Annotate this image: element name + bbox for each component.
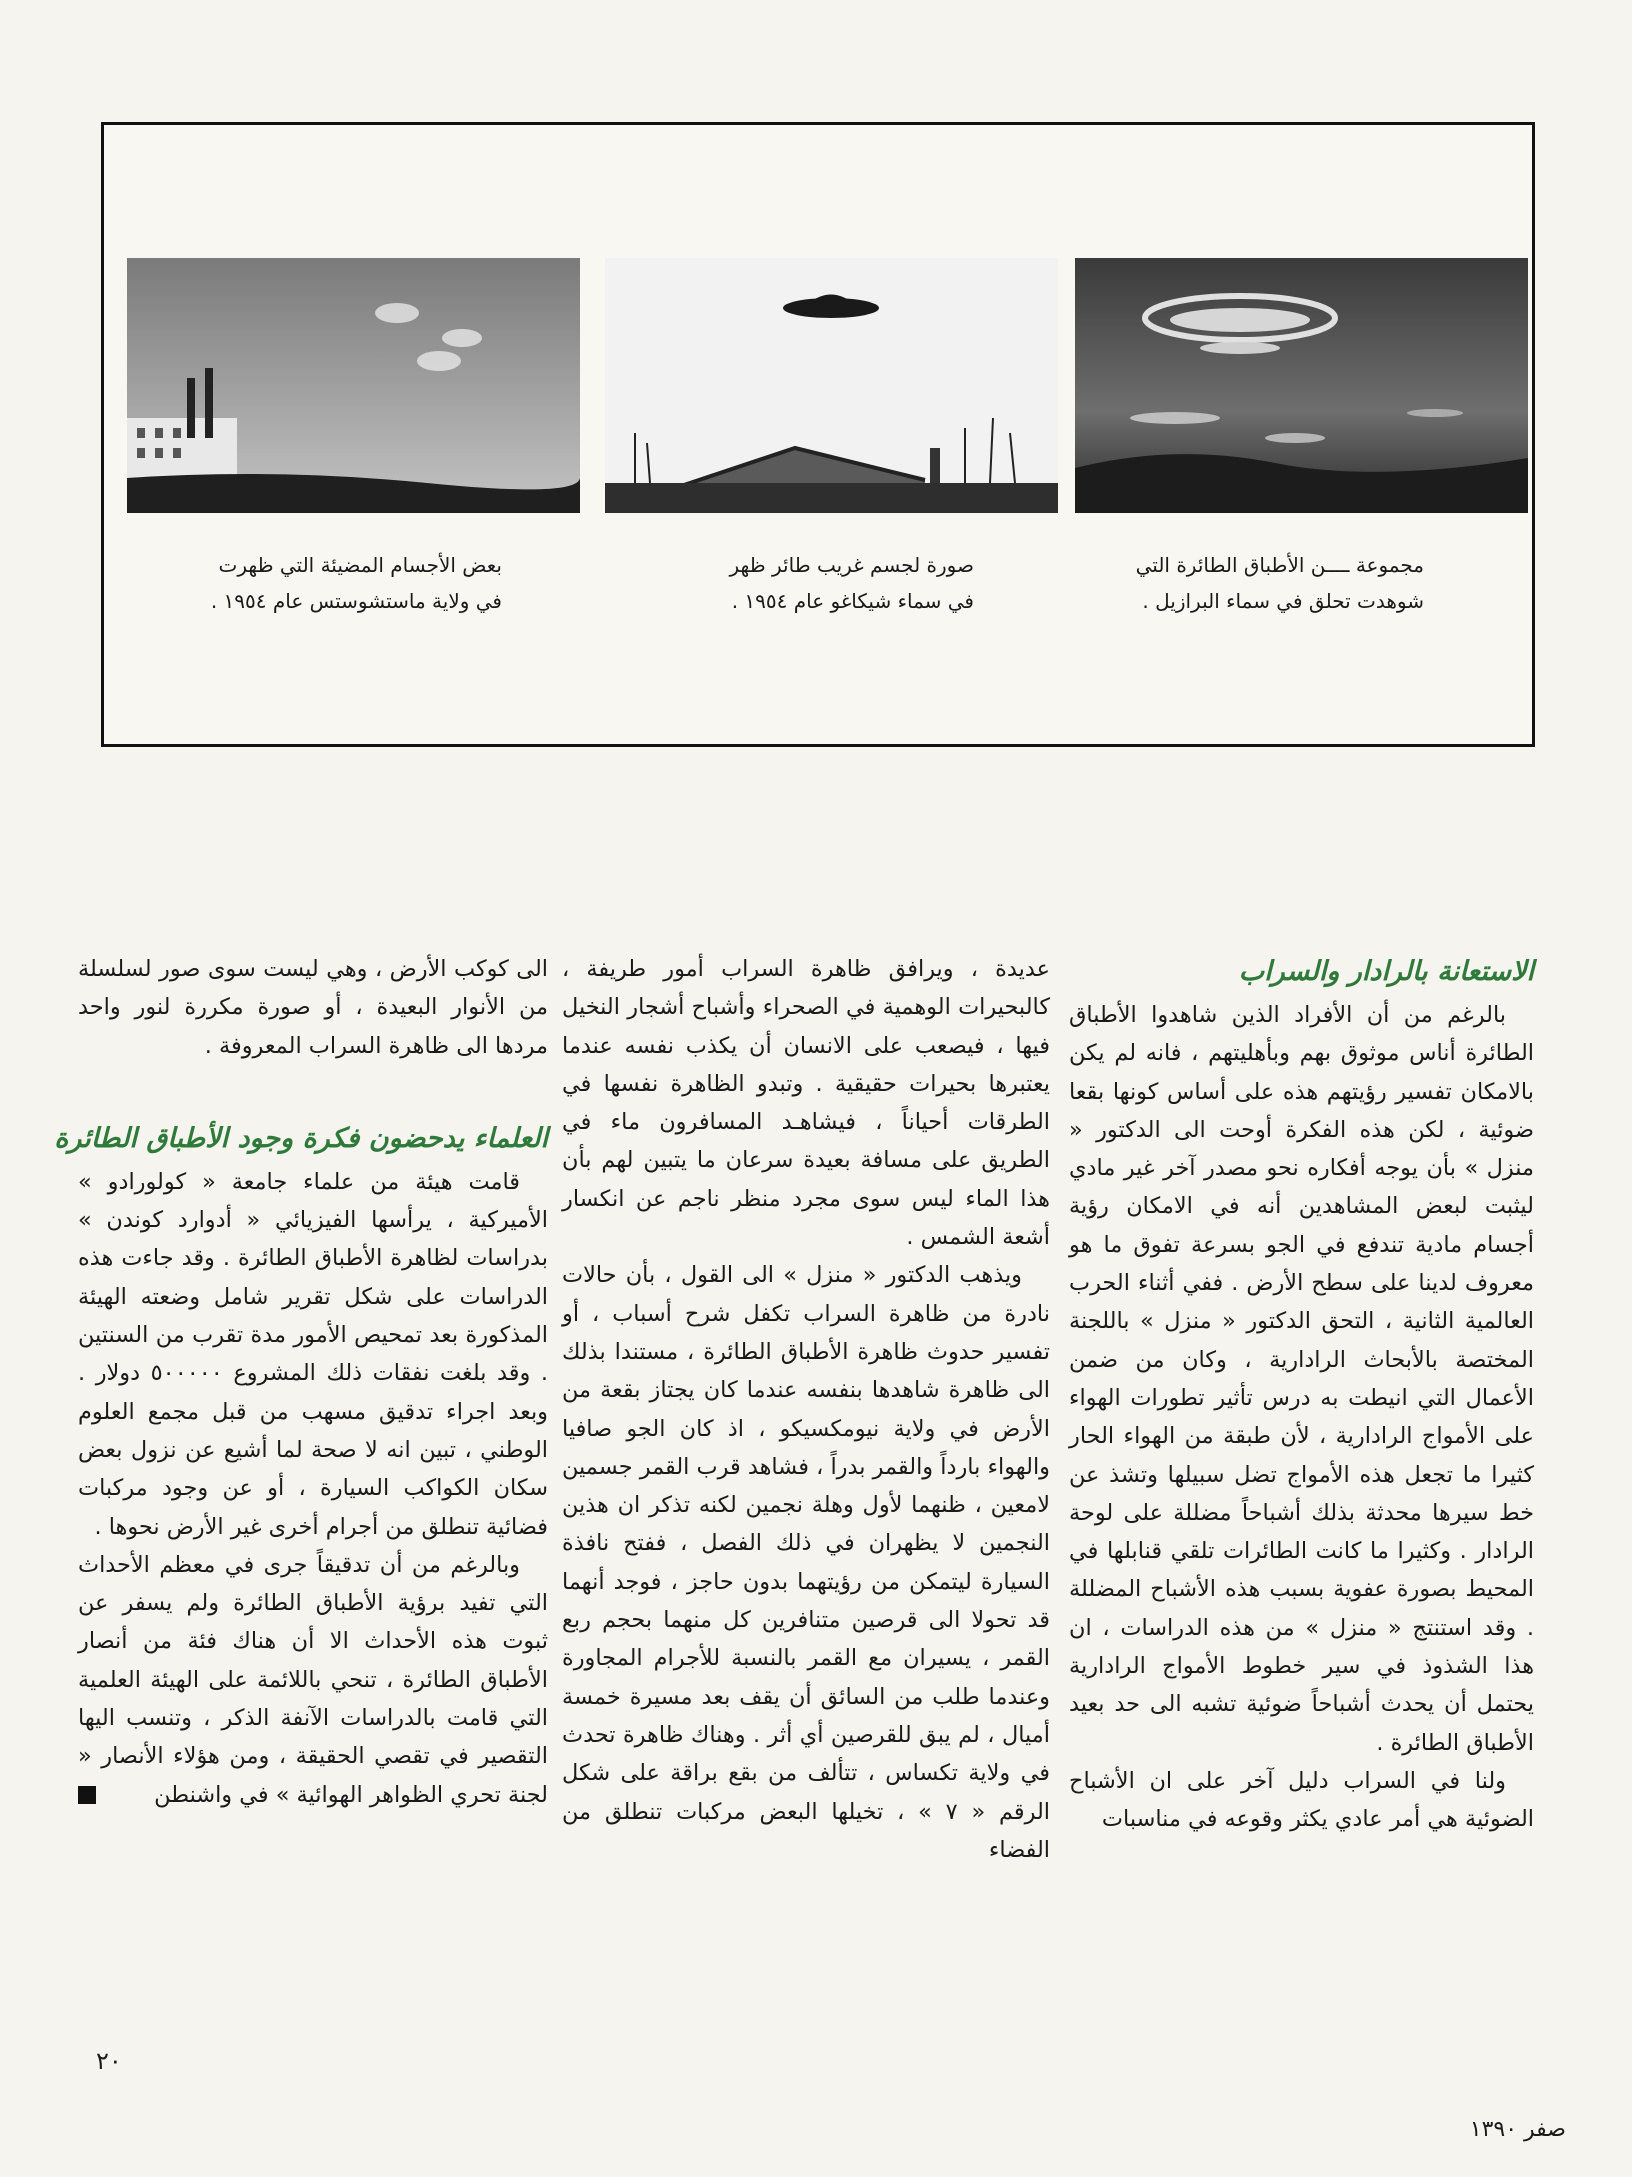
caption-chicago: صورة لجسم غريب طائر ظهر في سماء شيكاغو عام ١٩٥٤ . xyxy=(729,553,974,613)
photo-brazil-saucers xyxy=(1075,258,1528,513)
right-column-paragraph: بالرغم من أن الأفراد الذين شاهدوا الأطباق الطائرة أناس موثوق بهم وبأهليتهم ، فانه لم يكن بالامكان تفسير رؤيتهم هذه على أساس كونها بقعا ضوئية ، لكن هذه الفكرة أوحت الى الدكتور « منزل » بأن يوجه أفكاره نحو مصدر آخر غير مادي ليثبت لبعض المشاهدين أنه في الامكان رؤية أجسام مادية تندفع في الجو بسرعة تفوق ما هو معروف لدينا على سطح الأرض . ففي أثناء الحرب العالمية الثانية ، التحق الدكتور « منزل » باللجنة المختصة بالأبحاث الرادارية ، وكان من ضمن الأعمال التي انيطت به درس تأثير تطورات الهواء على الأمواج الرادارية ، لأن طبقة من الهواء الحار كثيرا ما تجعل هذه الأمواج تضل سبيلها وتشذ عن خط سيرها محدثة بذلك أشباحاً مضللة على لوحة الرادار . وكثيرا ما كانت الطائرات تلقي قنابلها في المحيط بصورة عفوية بسبب هذه الأشباح المضللة . وقد استنتج « منزل » من هذه الدراسات ، ان هذا الشذوذ في سير خطوط الأمواج الرادارية يحتمل أن يحدث أشباحاً ضوئية تشبه الى حد بعيد الأطباق الطائرة . xyxy=(1069,1002,1534,1756)
photo-massachusetts-lights xyxy=(127,258,580,513)
right-column xyxy=(1069,948,1534,1839)
left-column-paragraph: وبالرغم من أن تدقيقاً جرى في معظم الأحداث التي تفيد برؤية الأطباق الطائرة ولم يسفر عن ثبوت هذه الأحداث الا أن هناك فئة من أنصار الأطباق الطائرة ، تنحي باللائمة على الهيئة العلمية التي قامت بالدراسات الآنفة الذكر ، وتنسب اليها التقصير في تقصي الحقيقة ، ومن هؤلاء الأنصار « لجنة تحري الظواهر الهوائية » في واشنطن xyxy=(78,1551,548,1808)
left-column-heading: العلماء يدحضون فكرة وجود الأطباق الطائرة xyxy=(54,1122,548,1154)
left-column xyxy=(54,950,549,1814)
saucers-image xyxy=(1075,258,1528,513)
right-column-heading: الاستعانة بالرادار والسراب xyxy=(1238,956,1534,987)
caption-brazil: مجموعة ــــن الأطباق الطائرة التي شوهدت تحلق في سماء البرازيل . xyxy=(1135,553,1424,613)
issue-date: صفر ١٣٩٠ xyxy=(1469,2117,1566,2142)
massachusetts-image xyxy=(127,258,580,513)
middle-column-paragraph: ويذهب الدكتور « منزل » الى القول ، بأن حالات نادرة من ظاهرة السراب تكفل شرح أسباب ، أو تفسير حدوث ظاهرة الأطباق الطائرة ، مستندا بذلك الى ظاهرة شاهدها بنفسه عندما كان يجتاز بقعة من الأرض في ولاية نيومكسيكو ، اذ كان الجو صافيا والهواء بارداً والقمر بدراً ، فشاهد قرب القمر جسمين لامعين ، ظنهما لأول وهلة نجمين لكنه تذكر ان هذين النجمين لا يظهران في ذلك الفصل ، ففتح نافذة السيارة ليتمكن من رؤيتهما بدون حاجز ، فوجد أنهما قد تحولا الى قرصين متنافرين كل منهما بحجم ربع القمر ، يسيران مع القمر بالنسبة للأجرام المجاورة وعندما طلب من السائق أن يقف بعد مسيرة خمسة أميال ، لم يبق للقرصين أي أثر . وهناك ظاهرة تحدث في ولاية تكساس ، تتألف من بقع براقة على شكل الرقم « ٧ » ، تخيلها البعض مركبات تنطلق من الفضاء xyxy=(562,1262,1050,1863)
middle-column xyxy=(562,950,1050,1869)
photo-panel xyxy=(101,122,1535,747)
caption-massachusetts: بعض الأجسام المضيئة التي ظهرت في ولاية ماستشوستس عام ١٩٥٤ . xyxy=(210,553,502,613)
left-column-intro: الى كوكب الأرض ، وهي ليست سوى صور لسلسلة من الأنوار البعيدة ، أو صورة مكررة لنور واحد مردها الى ظاهرة السراب المعروفة . xyxy=(78,956,548,1059)
middle-column-paragraph: عديدة ، ويرافق ظاهرة السراب أمور طريفة ، كالبحيرات الوهمية في الصحراء وأشباح أشجار النخيل فيها ، فيصعب على الانسان أن يكذب نفسه عندما يعتبرها بحيرات حقيقية . وتبدو الظاهرة نفسها في الطرقات أحياناً ، فيشاهـد المسافرون ماء في الطريق على مسافة بعيدة سرعان ما يتبين لهم بأن هذا الماء ليس سوى مجرد منظر ناجم عن انكسار أشعة الشمس . xyxy=(562,956,1050,1251)
page-number: ٢٠ xyxy=(96,2047,122,2075)
chicago-image xyxy=(605,258,1058,513)
end-of-article-mark xyxy=(78,1786,96,1804)
left-column-paragraph: قامت هيئة من علماء جامعة « كولورادو » الأميركية ، يرأسها الفيزيائي « أدوارد كوندن » بدراسات لظاهرة الأطباق الطائرة . وقد جاءت هذه الدراسات على شكل تقرير شامل وضعته الهيئة المذكورة بعد تمحيص الأمور مدة تقرب من السنتين . وقد بلغت نفقات ذلك المشروع ٥٠٠٠٠٠ دولار . وبعد اجراء تدقيق مسهب من قبل مجمع العلوم الوطني ، تبين انه لا صحة لما أشيع عن نزول بعض سكان الكواكب السيارة ، أو عن وجود مركبات فضائية تنطلق من أجرام أخرى غير الأرض نحوها . xyxy=(78,1168,549,1540)
photo-chicago-object xyxy=(605,258,1058,513)
right-column-paragraph: ولنا في السراب دليل آخر على ان الأشباح الضوئية هي أمر عادي يكثر وقوعه في مناسبات xyxy=(1069,1767,1534,1833)
